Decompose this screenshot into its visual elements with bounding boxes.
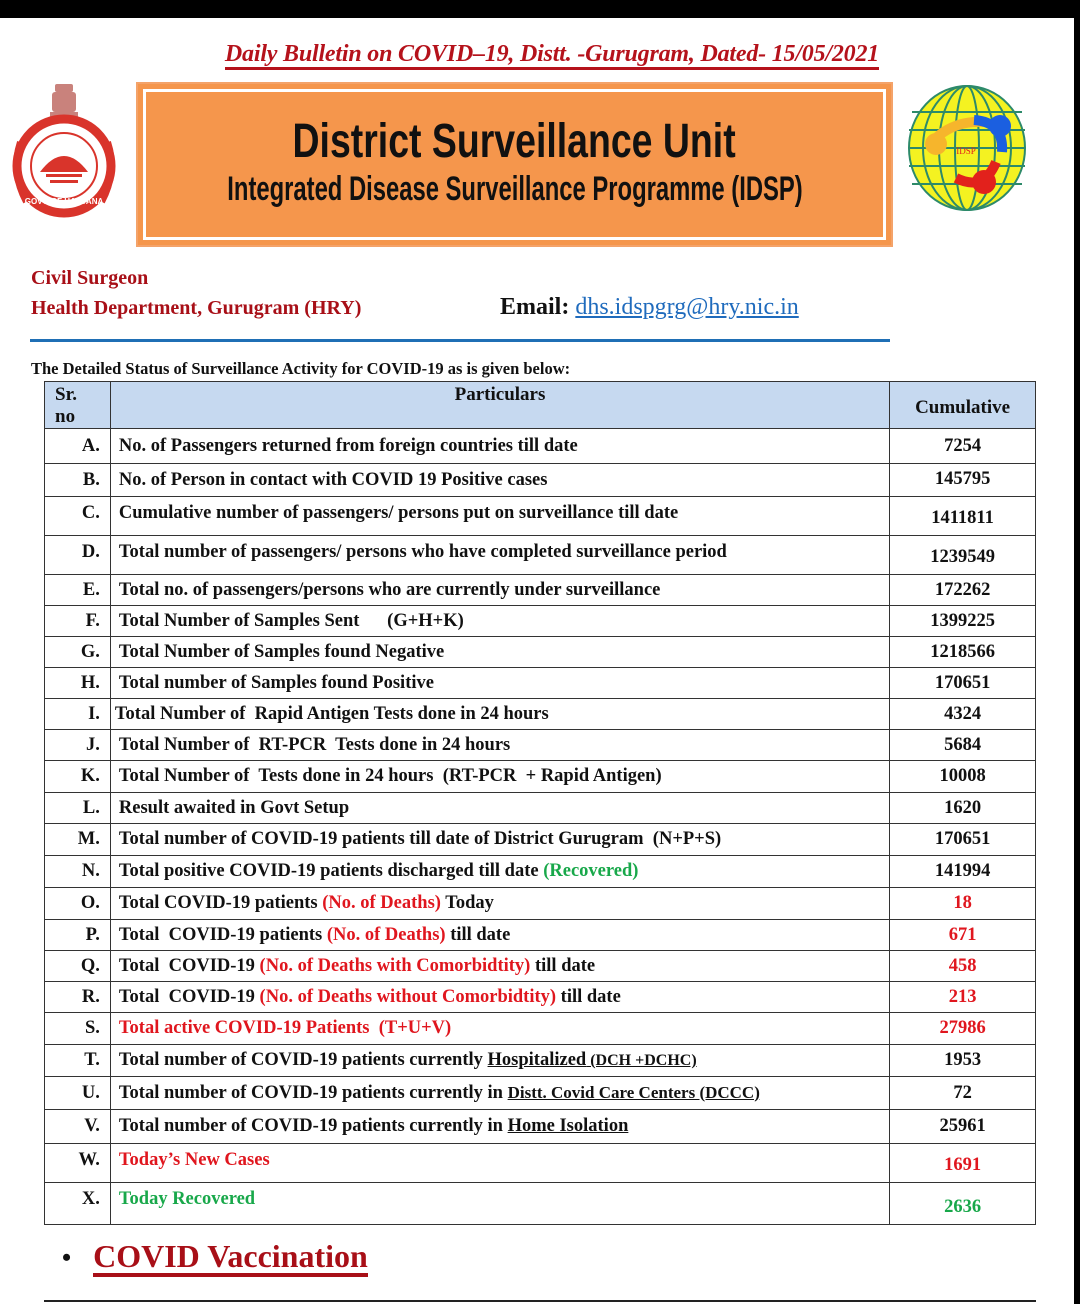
email-label: Email: xyxy=(500,294,570,320)
haryana-emblem-icon xyxy=(6,82,122,218)
surveillance-status-table xyxy=(44,381,1036,1225)
dch-dchc-text: (DCH +DCHC) xyxy=(586,1052,697,1069)
row-text: till date xyxy=(445,924,511,945)
row-particular: No. of Passengers returned from foreign countries till date xyxy=(110,429,889,464)
deaths-tag: (No. of Deaths with Comorbidtity) xyxy=(259,955,531,976)
row-value: 1953 xyxy=(890,1045,1036,1077)
row-sr: X. xyxy=(45,1183,111,1225)
header-particulars: Particulars xyxy=(110,382,889,429)
email-line xyxy=(500,293,799,321)
row-particular: No. of Person in contact with COVID 19 Positive cases xyxy=(110,464,889,497)
office-line-civil-surgeon: Civil Surgeon xyxy=(31,267,149,289)
vaccination-title: COVID Vaccination xyxy=(93,1239,368,1277)
svg-text:IDSP: IDSP xyxy=(956,146,976,156)
row-value: 1691 xyxy=(890,1144,1036,1183)
row-value: 141994 xyxy=(890,856,1036,888)
top-black-bar xyxy=(0,0,1080,18)
table-row xyxy=(45,982,1036,1013)
row-sr: S. xyxy=(45,1013,111,1045)
row-text: till date xyxy=(530,955,596,976)
row-text: Today xyxy=(440,893,494,913)
row-text: Total number of COVID-19 patients currently in xyxy=(118,1116,508,1136)
table-row xyxy=(45,920,1036,951)
table-row xyxy=(45,606,1036,637)
row-sr: G. xyxy=(45,637,111,668)
row-sr: K. xyxy=(45,761,111,793)
row-particular xyxy=(110,982,889,1013)
svg-text:GOVT. OF HARYANA: GOVT. OF HARYANA xyxy=(24,197,104,206)
row-sr: P. xyxy=(45,920,111,951)
row-value: 213 xyxy=(890,982,1036,1013)
deaths-tag: (No. of Deaths) xyxy=(322,893,441,913)
row-text: Total number of COVID-19 patients currently xyxy=(118,1050,488,1070)
row-value: 172262 xyxy=(890,575,1036,606)
row-particular: Total active COVID-19 Patients (T+U+V) xyxy=(110,1013,889,1045)
row-value: 25961 xyxy=(890,1110,1036,1144)
row-sr: F. xyxy=(45,606,111,637)
row-particular: Result awaited in Govt Setup xyxy=(110,793,889,824)
row-sr: T. xyxy=(45,1045,111,1077)
row-sr: J. xyxy=(45,730,111,761)
deaths-tag: (No. of Deaths) xyxy=(326,924,446,945)
row-particular xyxy=(110,856,889,888)
table-row xyxy=(45,668,1036,699)
row-particular xyxy=(110,1077,889,1110)
table-row xyxy=(45,536,1036,575)
row-sr: M. xyxy=(45,824,111,856)
blue-separator xyxy=(30,339,890,342)
row-value: 1239549 xyxy=(890,536,1036,575)
row-particular: Total number of passengers/ persons who have completed surveillance period xyxy=(110,536,889,575)
row-particular xyxy=(110,1110,889,1144)
deaths-tag: (No. of Deaths without Comorbidtity) xyxy=(259,986,557,1007)
row-value: 7254 xyxy=(890,429,1036,464)
row-value: 458 xyxy=(890,951,1036,982)
row-value: 671 xyxy=(890,920,1036,951)
bottom-divider xyxy=(44,1300,1036,1302)
dccc-text: Distt. Covid Care Centers (DCCC) xyxy=(507,1082,760,1102)
table-row xyxy=(45,1144,1036,1183)
table-row xyxy=(45,575,1036,606)
bullet-icon: • xyxy=(62,1243,72,1272)
table-row xyxy=(45,888,1036,920)
row-value: 145795 xyxy=(890,464,1036,497)
row-sr: R. xyxy=(45,982,111,1013)
table-row xyxy=(45,951,1036,982)
office-line-health-department: Health Department, Gurugram (HRY) xyxy=(31,297,362,319)
table-row xyxy=(45,793,1036,824)
table-row xyxy=(45,429,1036,464)
row-text: Total COVID-19 xyxy=(118,986,260,1007)
row-text: Total number of COVID-19 patients currently in xyxy=(118,1082,508,1103)
row-particular: Total Number of Tests done in 24 hours (RT-PCR + Rapid Antigen) xyxy=(110,761,889,793)
home-isolation-text: Home Isolation xyxy=(507,1116,629,1136)
table-row xyxy=(45,824,1036,856)
row-particular: Total number of COVID-19 patients till date of District Gurugram (N+P+S) xyxy=(110,824,889,856)
row-sr: V. xyxy=(45,1110,111,1144)
table-row xyxy=(45,637,1036,668)
table-row xyxy=(45,1013,1036,1045)
table-header-row xyxy=(45,382,1036,429)
row-text: Total COVID-19 patients xyxy=(118,924,327,945)
header-sr-no: Sr. no xyxy=(45,382,111,429)
row-particular: Total Number of Samples found Negative xyxy=(110,637,889,668)
bulletin-title xyxy=(0,40,1080,68)
row-value: 5684 xyxy=(890,730,1036,761)
table-row xyxy=(45,1183,1036,1225)
table-row xyxy=(45,699,1036,730)
table-row xyxy=(45,1077,1036,1110)
hospitalized-text: Hospitalized xyxy=(487,1050,587,1070)
row-particular xyxy=(110,951,889,982)
row-value: 1620 xyxy=(890,793,1036,824)
row-particular xyxy=(110,888,889,920)
row-value: 72 xyxy=(890,1077,1036,1110)
row-text: Total positive COVID-19 patients discharged till date xyxy=(118,861,544,881)
row-value: 1218566 xyxy=(890,637,1036,668)
row-sr: H. xyxy=(45,668,111,699)
row-value: 1399225 xyxy=(890,606,1036,637)
district-surveillance-unit-banner xyxy=(136,82,893,247)
row-particular: Today’s New Cases xyxy=(110,1144,889,1183)
banner-title: District Surveillance Unit xyxy=(292,114,737,168)
row-value: 170651 xyxy=(890,668,1036,699)
row-particular: Total Number of RT-PCR Tests done in 24 hours xyxy=(110,730,889,761)
row-value: 18 xyxy=(890,888,1036,920)
row-value: 1411811 xyxy=(890,497,1036,536)
banner-subtitle: Integrated Disease Surveillance Programme (IDSP) xyxy=(226,169,803,208)
row-value: 27986 xyxy=(890,1013,1036,1045)
row-value: 4324 xyxy=(890,699,1036,730)
table-row xyxy=(45,730,1036,761)
right-black-bar xyxy=(1074,0,1080,1304)
row-text: Total COVID-19 patients xyxy=(118,893,323,913)
row-sr: N. xyxy=(45,856,111,888)
intro-text: The Detailed Status of Surveillance Activity for COVID-19 as is given below: xyxy=(31,359,571,378)
table-row xyxy=(45,1110,1036,1144)
row-sr: A. xyxy=(45,429,111,464)
table-row xyxy=(45,1045,1036,1077)
header-cumulative: Cumulative xyxy=(890,382,1036,429)
row-sr: O. xyxy=(45,888,111,920)
row-sr: W. xyxy=(45,1144,111,1183)
row-particular xyxy=(110,1045,889,1077)
table-row xyxy=(45,856,1036,888)
row-sr: E. xyxy=(45,575,111,606)
row-value: 10008 xyxy=(890,761,1036,793)
email-link[interactable]: dhs.idspgrg@hry.nic.in xyxy=(575,294,799,320)
row-sr: L. xyxy=(45,793,111,824)
row-particular: Cumulative number of passengers/ persons put on surveillance till date xyxy=(110,497,889,536)
row-sr: B. xyxy=(45,464,111,497)
row-value: 2636 xyxy=(890,1183,1036,1225)
row-sr: D. xyxy=(45,536,111,575)
idsp-globe-logo-icon xyxy=(904,82,1030,214)
row-sr: Q. xyxy=(45,951,111,982)
row-particular: Today Recovered xyxy=(110,1183,889,1225)
table-row xyxy=(45,464,1036,497)
bulletin-title-text: Daily Bulletin on COVID–19, Distt. -Gurugram, Dated- 15/05/2021 xyxy=(225,41,879,70)
row-sr: C. xyxy=(45,497,111,536)
row-sr: U. xyxy=(45,1077,111,1110)
row-particular: Total no. of passengers/persons who are currently under surveillance xyxy=(110,575,889,606)
table-row xyxy=(45,497,1036,536)
row-particular: Total Number of Rapid Antigen Tests done in 24 hours xyxy=(110,699,889,730)
row-particular xyxy=(110,920,889,951)
row-particular: Total Number of Samples Sent (G+H+K) xyxy=(110,606,889,637)
row-text: till date xyxy=(556,986,621,1007)
row-value: 170651 xyxy=(890,824,1036,856)
recovered-tag: (Recovered) xyxy=(543,861,639,881)
row-sr: I. xyxy=(45,699,111,730)
row-text: Total COVID-19 xyxy=(118,955,260,976)
covid-vaccination-heading xyxy=(62,1238,368,1278)
row-particular: Total number of Samples found Positive xyxy=(110,668,889,699)
table-row xyxy=(45,761,1036,793)
